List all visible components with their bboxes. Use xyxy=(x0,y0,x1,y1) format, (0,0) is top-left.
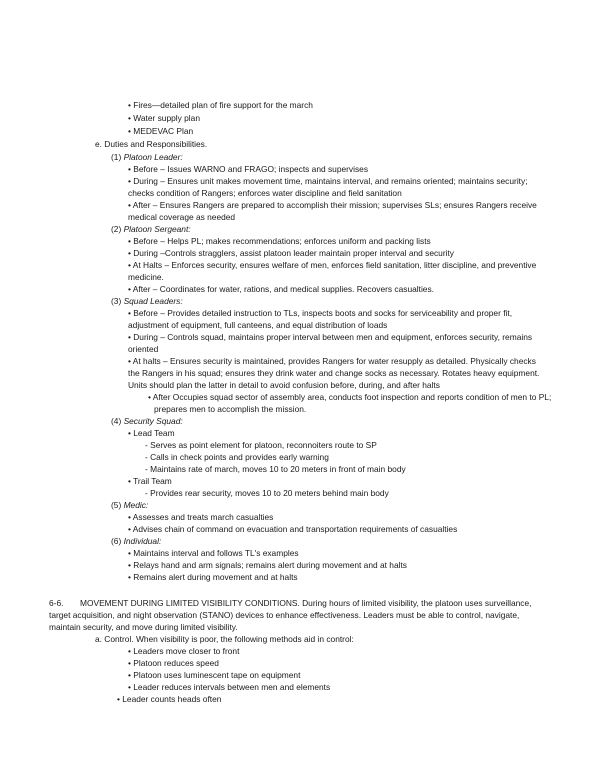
control-count-heads: • Leader counts heads often xyxy=(117,694,222,704)
ind-alert: • Remains alert during movement and at halts xyxy=(128,572,298,582)
sl-during-cont: oriented xyxy=(128,344,159,354)
section-number: 6-6. xyxy=(49,598,64,608)
control-luminescent-tape: • Platoon uses luminescent tape on equipment xyxy=(128,670,301,680)
sl-after-cont: prepares men to accomplish the mission. xyxy=(154,404,307,414)
heading-duties: e. Duties and Responsibilities. xyxy=(95,139,208,149)
pl-after-cont: medical coverage as needed xyxy=(128,212,236,222)
trail-team: • Trail Team xyxy=(128,476,172,486)
pl-after: • After – Ensures Rangers are prepared to accomplish their mission; supervises SLs; ensures Rangers receive xyxy=(128,200,537,210)
sl-before-cont: adjustment of equipment, full canteens, and equal distribution of loads xyxy=(128,320,388,330)
psg-after: • After – Coordinates for water, rations, and medical supplies. Recovers casualties. xyxy=(128,284,434,294)
subheading-individual: (6) Individual: xyxy=(111,536,162,546)
psg-during: • During –Controls stragglers, assist platoon leader maintain proper interval and security xyxy=(128,248,454,258)
control-leaders-closer: • Leaders move closer to front xyxy=(128,646,240,656)
subheading-platoon-leader: (1) Platoon Leader: xyxy=(111,152,183,162)
psg-at-halts: • At Halts – Enforces security, ensures welfare of men, enforces field sanitation, litter discipline, and preventive xyxy=(128,260,537,270)
bullet-fires: • Fires—detailed plan of fire support for the march xyxy=(128,100,313,110)
lead-team-point: - Serves as point element for platoon, reconnoiters route to SP xyxy=(145,440,377,450)
subheading-platoon-sergeant: (2) Platoon Sergeant: xyxy=(111,224,191,234)
subheading-medic: (5) Medic: xyxy=(111,500,149,510)
medic-advises: • Advises chain of command on evacuation and transportation requirements of casualties xyxy=(128,524,458,534)
subheading-security-squad: (4) Security Squad: xyxy=(111,416,183,426)
subheading-squad-leaders: (3) Squad Leaders: xyxy=(111,296,183,306)
ind-interval: • Maintains interval and follows TL's examples xyxy=(128,548,299,558)
sl-during: • During – Controls squad, maintains proper interval between men and equipment, enforces security, remains xyxy=(128,332,533,342)
ind-relays: • Relays hand and arm signals; remains alert during movement and at halts xyxy=(128,560,407,570)
sl-at-halts-cont-2: Units should plan the latter in detail to avoid confusion before, during, and after halts xyxy=(128,380,440,390)
bullet-water-supply: • Water supply plan xyxy=(128,113,200,123)
lead-team-rate: - Maintains rate of march, moves 10 to 20 meters in front of main body xyxy=(145,464,406,474)
control-reduce-speed: • Platoon reduces speed xyxy=(128,658,219,668)
subheading-control: a. Control. When visibility is poor, the following methods aid in control: xyxy=(95,634,354,644)
sl-at-halts-cont-1: the Rangers in his squad; ensures they drink water and change socks as necessary. Rotates heavy equipment. xyxy=(128,368,540,378)
psg-at-halts-cont: medicine. xyxy=(128,272,164,282)
section-heading-limited-visibility: MOVEMENT DURING LIMITED VISIBILITY CONDITIONS. During hours of limited visibility, the platoon uses surveillance, xyxy=(80,598,532,608)
psg-before: • Before – Helps PL; makes recommendations; enforces uniform and packing lists xyxy=(128,236,431,246)
pl-during-cont: checks condition of Rangers; enforces water discipline and field sanitation xyxy=(128,188,402,198)
medic-assesses: • Assesses and treats march casualties xyxy=(128,512,274,522)
lead-team: • Lead Team xyxy=(128,428,175,438)
control-reduce-intervals: • Leader reduces intervals between men and elements xyxy=(128,682,331,692)
section-body-line-3: maintain security, and move during limited visibility. xyxy=(49,622,238,632)
trail-team-rear: - Provides rear security, moves 10 to 20 meters behind main body xyxy=(145,488,389,498)
sl-before: • Before – Provides detailed instruction to TLs, inspects boots and socks for serviceability and proper fit, xyxy=(128,308,513,318)
bullet-medevac: • MEDEVAC Plan xyxy=(128,126,194,136)
sl-after: • After Occupies squad sector of assembly area, conducts foot inspection and reports condition of men to PL; xyxy=(148,392,552,402)
lead-team-checkpoints: - Calls in check points and provides early warning xyxy=(145,452,329,462)
pl-before: • Before – Issues WARNO and FRAGO; inspects and supervises xyxy=(128,164,369,174)
section-body-line-2: target acquisition, and night observation (STANO) devices to enhance effectiveness. Leaders must be able to control, navigate, xyxy=(49,610,520,620)
sl-at-halts: • At halts – Ensures security is maintained, provides Rangers for water resupply as detailed. Physically checks xyxy=(128,356,536,366)
pl-during: • During – Ensures unit makes movement time, maintains interval, and remains oriented; maintains security; xyxy=(128,176,528,186)
